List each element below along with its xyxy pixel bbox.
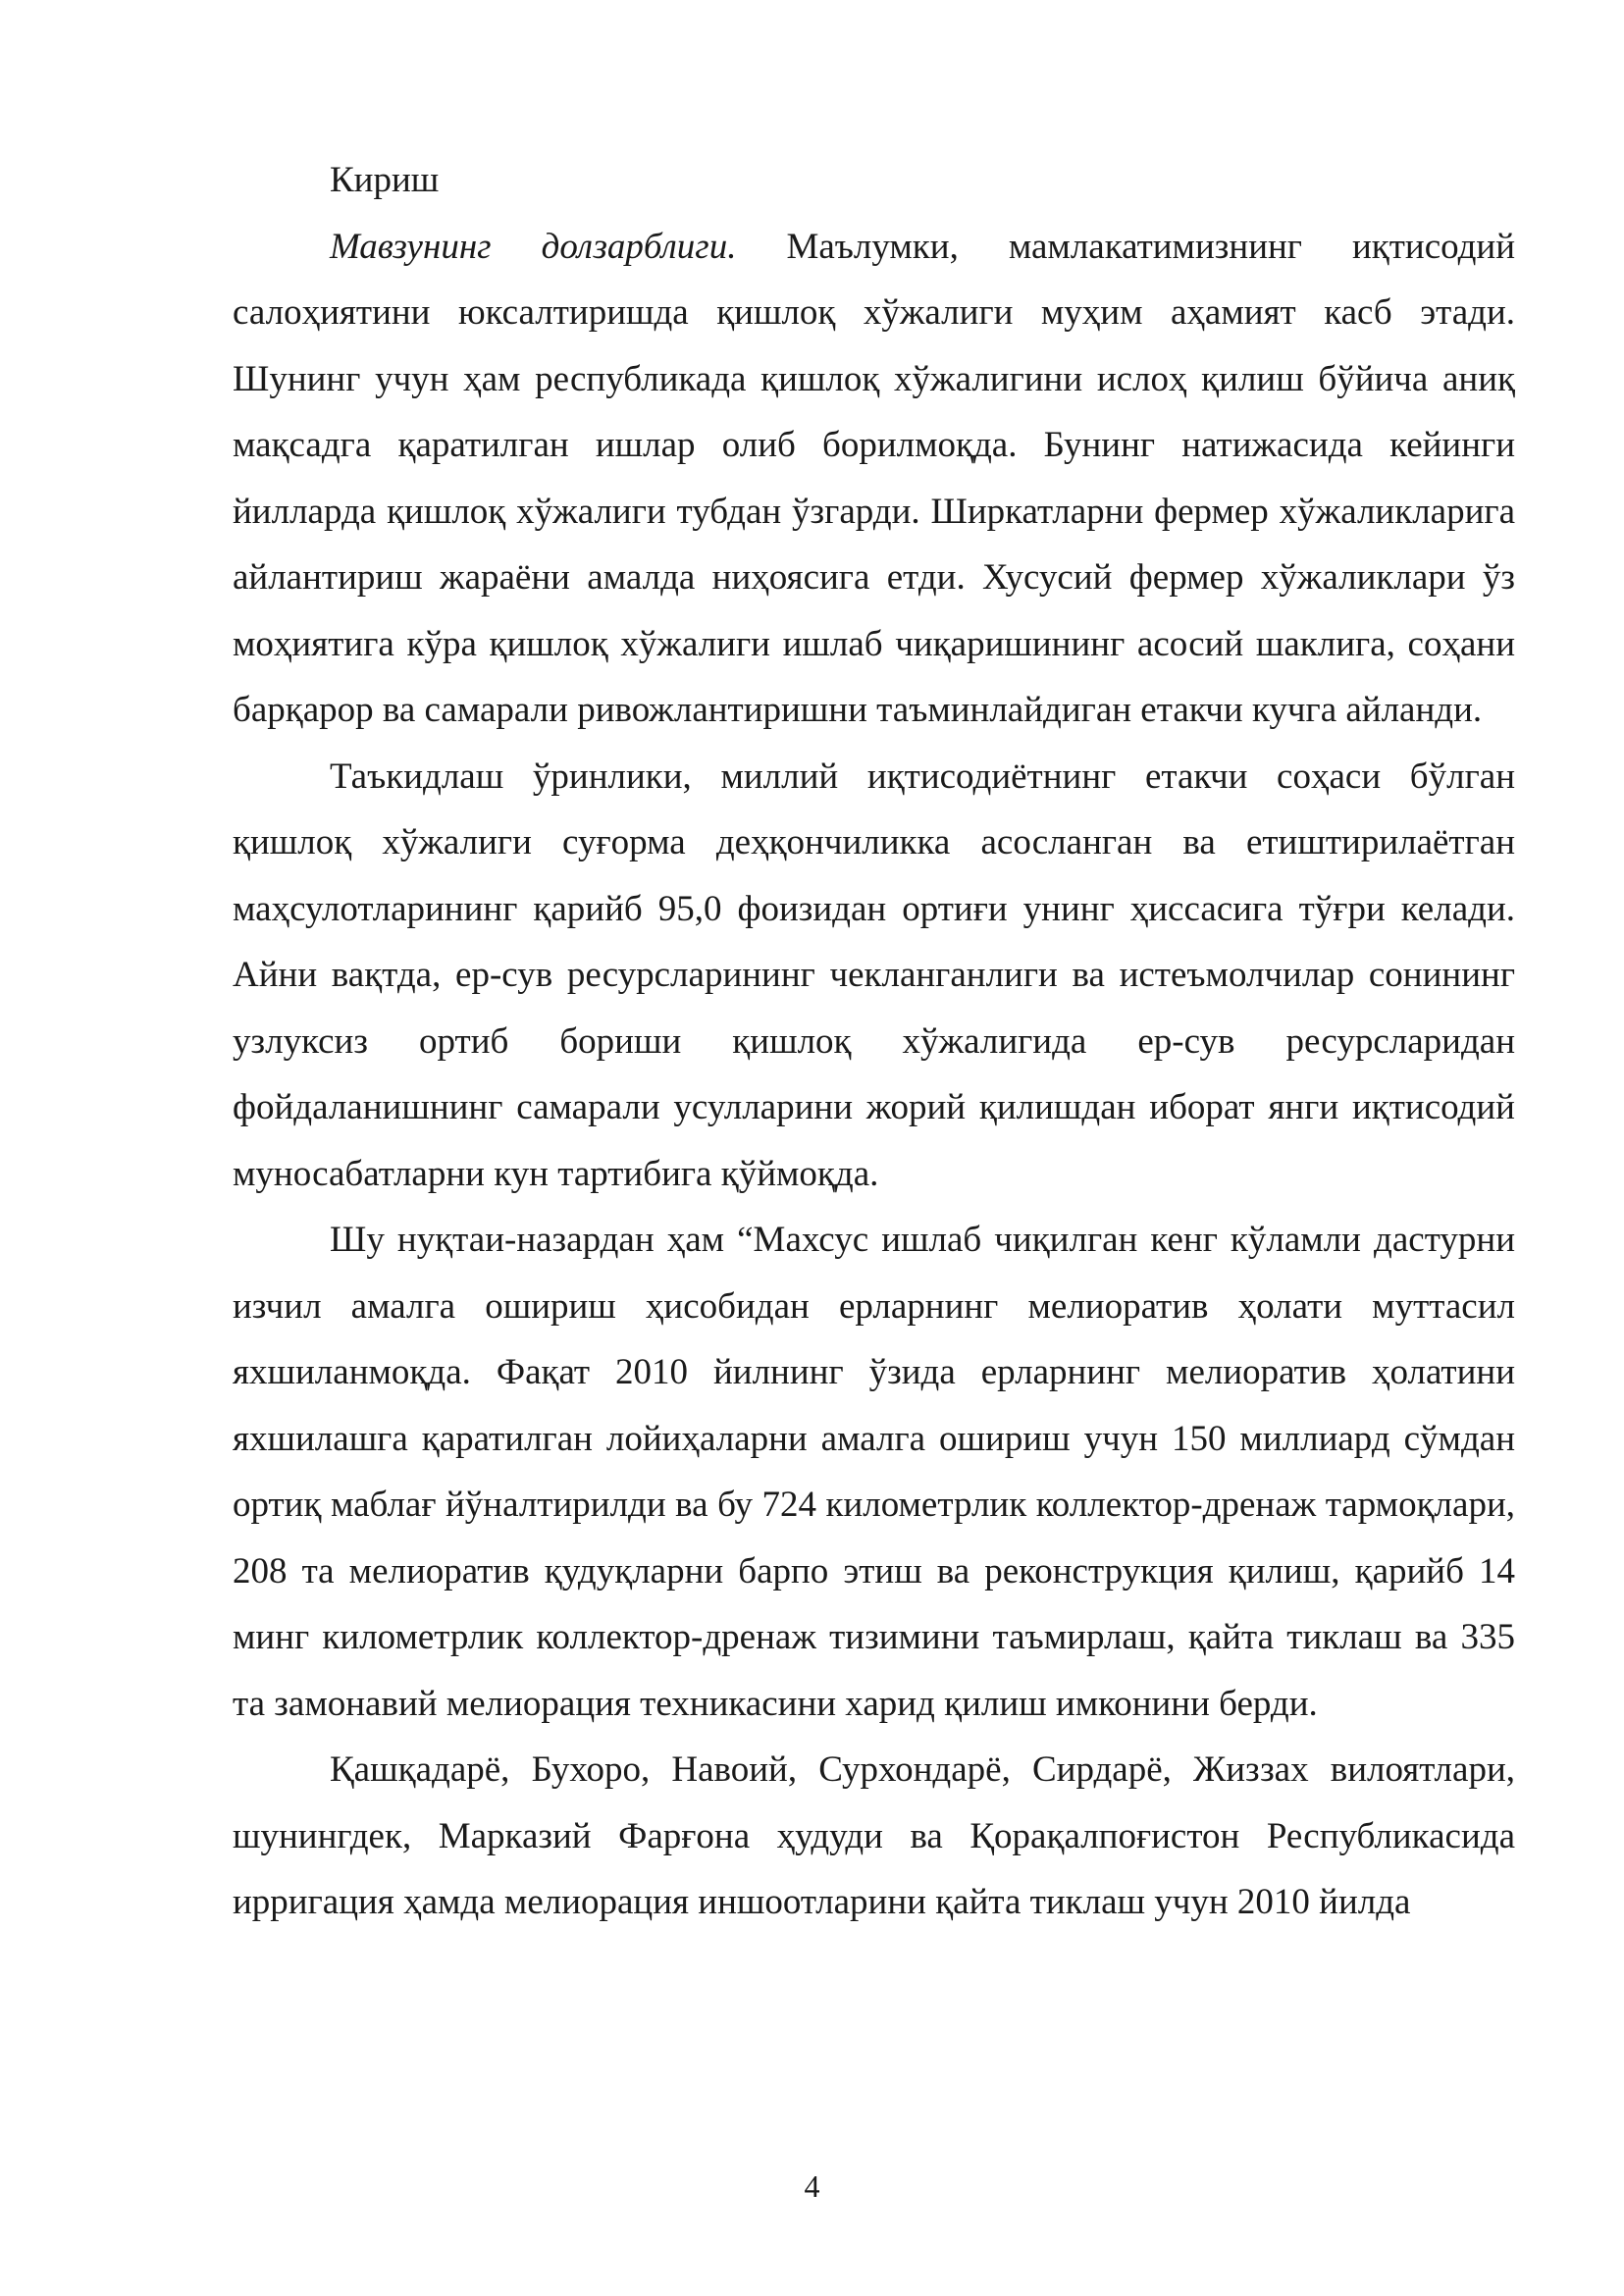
paragraph-lead-italic: Мавзунинг долзарблиги. <box>330 226 737 267</box>
paragraph-text: Маълумки, мамлакатимизнинг иқтисодий салоҳиятини юксалтиришда қишлоқ хўжалиги муҳим аҳамият касб этади. Шунинг учун ҳам республикада қишлоқ хўжалигини ислоҳ қилиш бўйича аниқ мақсадга қаратилган ишлар олиб борилмоқда. Бунинг натижасида кейинги йилларда қишлоқ хўжалиги тубдан ўзгарди. Ширкатларни фермер хўжаликларига айлантириш жараёни амалда ниҳоясига етди. Хусусий фермер хўжаликлари ўз моҳиятига кўра қишлоқ хўжалиги ишлаб чиқаришининг асосий шаклига, соҳани барқарор ва самарали ривожлантиришни таъминлайдиган етакчи кучга айланди. <box>233 226 1515 730</box>
paragraph-program <box>233 1207 1515 1737</box>
paragraph-text: Шу нуқтаи-назардан ҳам “Махсус ишлаб чиқилган кенг кўламли дастурни изчил амалга ошириш ҳисобидан ерларнинг мелиоратив ҳолати муттасил яхшиланмоқда. Фақат 2010 йилнинг ўзида ерларнинг мелиоратив ҳолатини яхшилашга қаратилган лойиҳаларни амалга ошириш учун 150 миллиард сўмдан ортиқ маблағ йўналтирилди ва бу 724 километрлик коллектор-дренаж тармоқлари, 208 та мелиоратив қудуқларни барпо этиш ва реконструкция қилиш, қарийб 14 минг километрлик коллектор-дренаж тизимини таъмирлаш, қайта тиклаш ва 335 та замонавий мелиорация техникасини харид қилиш имконини берди. <box>233 1220 1515 1724</box>
paragraph-emphasis <box>233 744 1515 1208</box>
document-page <box>233 147 1515 1936</box>
paragraph-text: Таъкидлаш ўринлики, миллий иқтисодиётнинг етакчи соҳаси бўлган қишлоқ хўжалиги суғорма деҳқончиликка асосланган ва етиштирилаётган маҳсулотларининг қарийб 95,0 фоизидан ортиғи унинг ҳиссасига тўғри келади. Айни вақтда, ер-сув ресурсларининг чекланганлиги ва истеъмолчилар сонининг узлуксиз ортиб бориши қишлоқ хўжалигида ер-сув ресурсларидан фойдаланишнинг самарали усулларини жорий қилишдан иборат янги иқтисодий муносабатларни кун тартибига қўймоқда. <box>233 756 1515 1194</box>
paragraph-regions <box>233 1737 1515 1936</box>
paragraph-relevance <box>233 214 1515 744</box>
page-number: 4 <box>804 2168 820 2204</box>
paragraph-text: Қашқадарё, Бухоро, Навоий, Сурхондарё, Сирдарё, Жиззах вилоятлари, шунингдек, Марказий Фарғона ҳудуди ва Қорақалпоғистон Республикасида ирригация ҳамда мелиорация иншоотларини қайта тиклаш учун 2010 йилда <box>233 1749 1515 1922</box>
section-heading: Кириш <box>330 160 440 200</box>
